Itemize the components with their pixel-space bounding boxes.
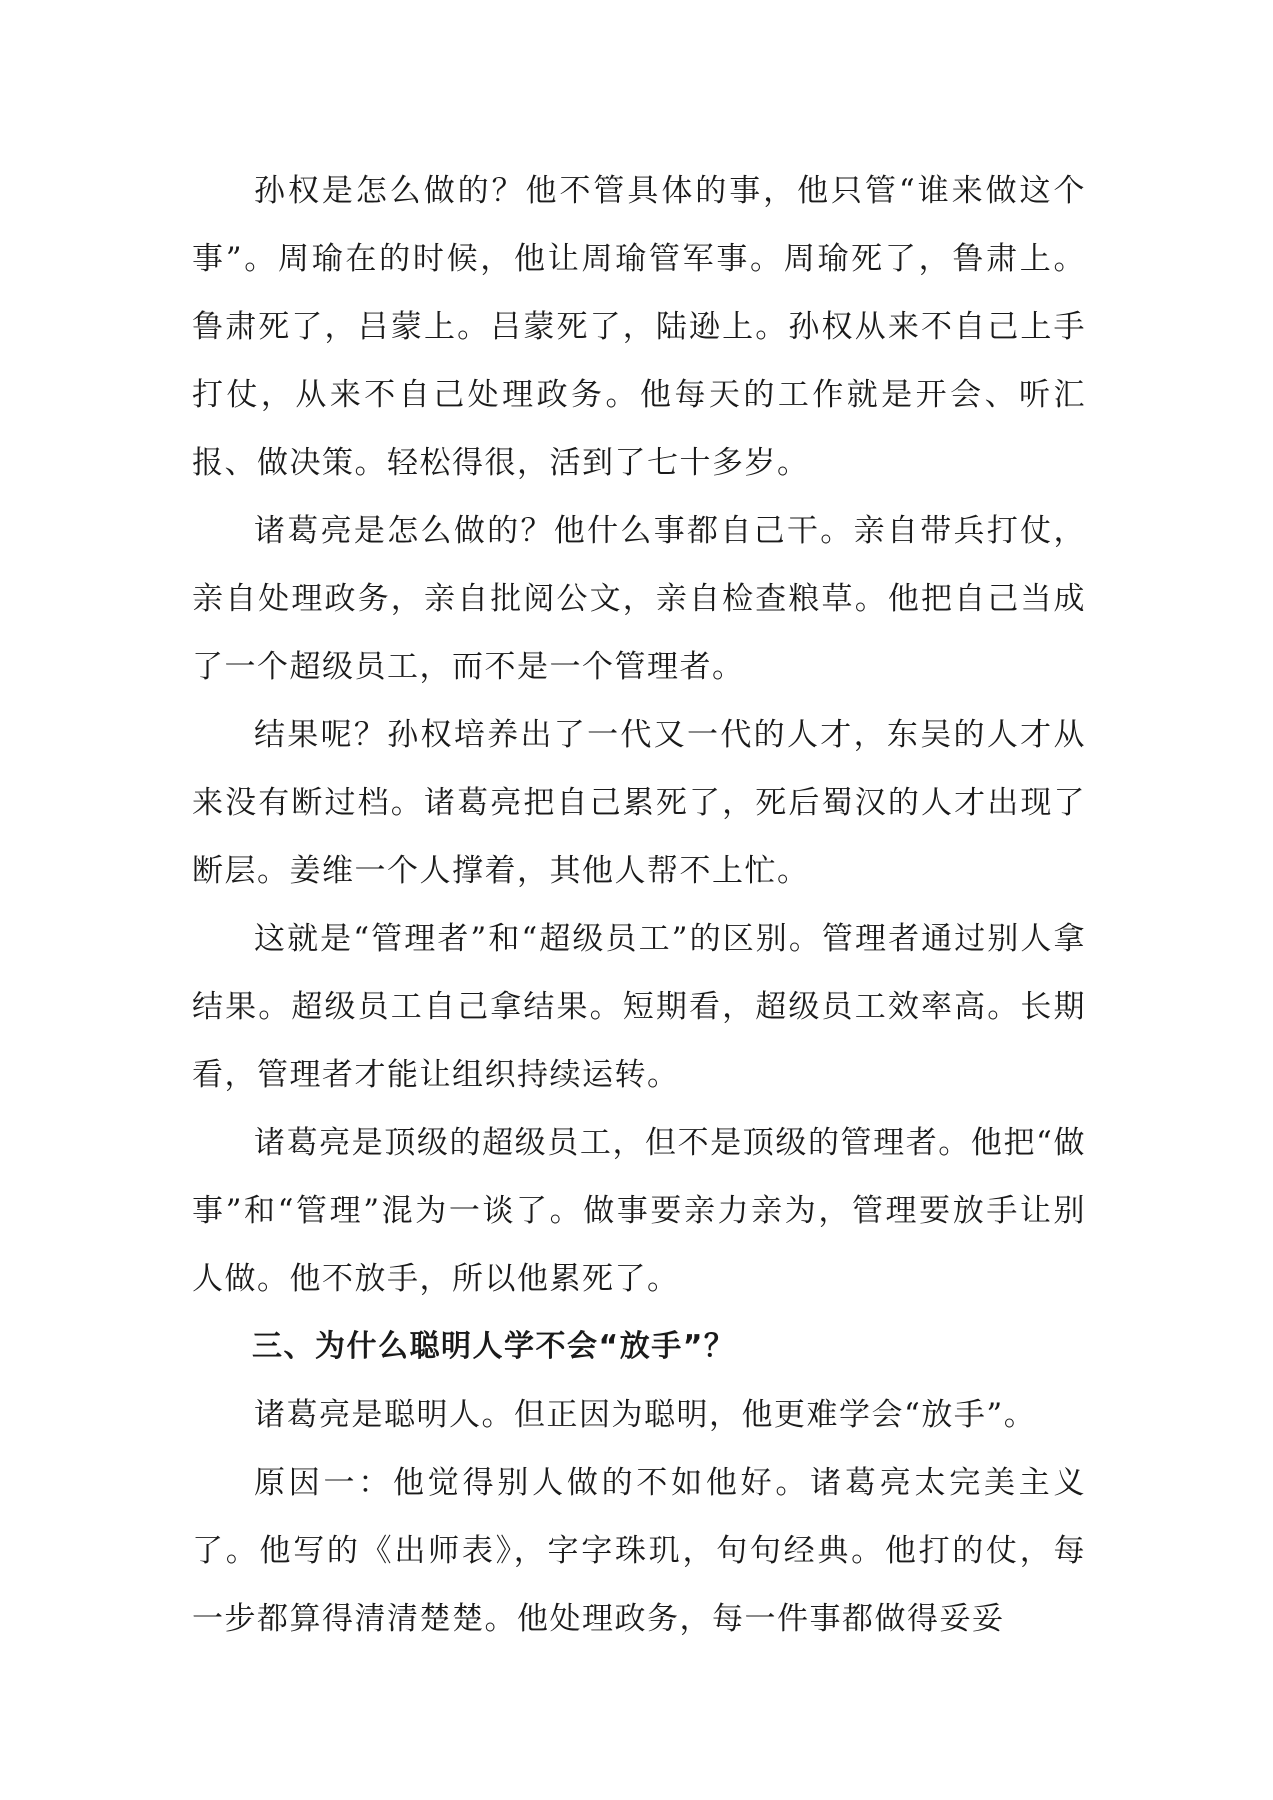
section-heading: 三、为什么聪明人学不会“放手”？ [252, 1329, 736, 1364]
paragraph-difference: 这就是“管理者”和“超级员工”的区别。管理者通过别人拿结果。超级员工自己拿结果。短期看，超级员工效率高。长期看，管理者才能让组织持续运转。 [192, 921, 1086, 1093]
paragraph-result: 结果呢？孙权培养出了一代又一代的人才，东吴的人才从来没有断过档。诸葛亮把自己累死了，死后蜀汉的人才出现了断层。姜维一个人撑着，其他人帮不上忙。 [192, 717, 1086, 889]
paragraph-smart-people: 诸葛亮是聪明人。但正因为聪明，他更难学会“放手”。 [254, 1397, 1037, 1433]
paragraph-top-employee: 诸葛亮是顶级的超级员工，但不是顶级的管理者。他把“做事”和“管理”混为一谈了。做事要亲力亲为，管理要放手让别人做。他不放手，所以他累死了。 [192, 1125, 1086, 1297]
paragraph-sun-quan: 孙权是怎么做的？他不管具体的事，他只管“谁来做这个事”。周瑜在的时候，他让周瑜管军事。周瑜死了，鲁肃上。鲁肃死了，吕蒙上。吕蒙死了，陆逊上。孙权从来不自己上手打仗，从来不自己处理政务。他每天的工作就是开会、听汇报、做决策。轻松得很，活到了七十多岁。 [192, 173, 1086, 481]
document-page [192, 157, 1086, 1653]
paragraph-reason-one: 原因一：他觉得别人做的不如他好。诸葛亮太完美主义了。他写的《出师表》，字字珠玑，句句经典。他打的仗，每一步都算得清清楚楚。他处理政务，每一件事都做得妥妥 [192, 1465, 1086, 1637]
paragraph-zhuge-liang: 诸葛亮是怎么做的？他什么事都自己干。亲自带兵打仗，亲自处理政务，亲自批阅公文，亲自检查粮草。他把自己当成了一个超级员工，而不是一个管理者。 [192, 513, 1086, 685]
